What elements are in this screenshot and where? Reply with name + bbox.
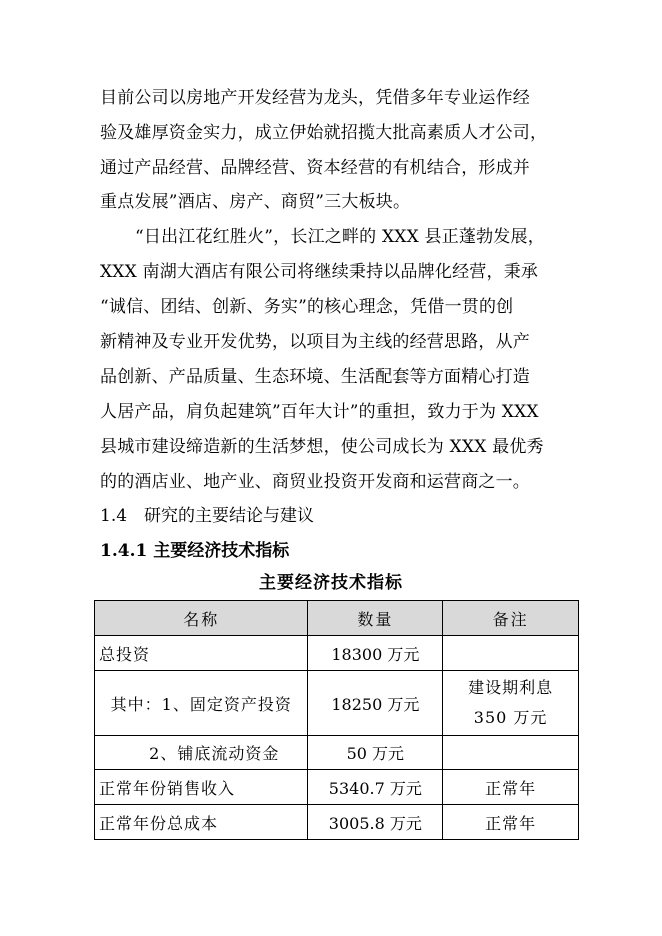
header-note: 备注 bbox=[443, 601, 579, 636]
cell-note bbox=[443, 671, 579, 736]
table-row bbox=[95, 736, 579, 770]
table-row bbox=[95, 805, 579, 840]
header-quantity: 数量 bbox=[308, 601, 443, 636]
cell-quantity: 50 万元 bbox=[308, 736, 443, 770]
cell-note bbox=[443, 736, 579, 770]
paragraph-line: 县城市建设缔造新的生活梦想，使公司成长为 XXX 最优秀 bbox=[100, 437, 544, 457]
note-line: 350 万元 bbox=[473, 708, 548, 727]
table-header-row bbox=[95, 601, 579, 636]
subsection-heading: 1.4.1 主要经济技术指标 bbox=[100, 541, 290, 561]
table-title: 主要经济技术指标 bbox=[259, 573, 403, 593]
paragraph-line: 人居产品，肩负起建筑”百年大计”的重担，致力于为 XXX bbox=[100, 402, 539, 422]
paragraph-line: 新精神及专业开发优势，以项目为主线的经营思路，从产 bbox=[100, 332, 530, 352]
paragraph-line: 验及雄厚资金实力，成立伊始就招揽大批高素质人才公司， bbox=[100, 123, 548, 143]
cell-name: 其中：1、固定资产投资 bbox=[95, 671, 308, 736]
cell-name: 正常年份销售收入 bbox=[95, 770, 308, 805]
paragraph-line: 品创新、产品质量、生态环境、生活配套等方面精心打造 bbox=[100, 367, 530, 387]
paragraph-line: 目前公司以房地产开发经营为龙头，凭借多年专业运作经 bbox=[100, 88, 530, 108]
indicators-table bbox=[94, 600, 579, 840]
cell-name: 2、铺底流动资金 bbox=[95, 736, 308, 770]
cell-name: 正常年份总成本 bbox=[95, 805, 308, 840]
paragraph-line: “诚信、团结、创新、务实”的核心理念，凭借一贯的创 bbox=[100, 297, 514, 317]
cell-note: 正常年 bbox=[443, 805, 579, 840]
paragraph-line: 通过产品经营、品牌经营、资本经营的有机结合，形成并 bbox=[100, 158, 530, 178]
section-heading: 1.4 研究的主要结论与建议 bbox=[100, 506, 315, 526]
paragraph-line: 重点发展”酒店、房产、商贸”三大板块。 bbox=[100, 192, 411, 212]
cell-quantity: 3005.8 万元 bbox=[308, 805, 443, 840]
table-row bbox=[95, 770, 579, 805]
note-line: 建设期利息 bbox=[468, 678, 554, 697]
cell-quantity: 5340.7 万元 bbox=[308, 770, 443, 805]
cell-note: 正常年 bbox=[443, 770, 579, 805]
table-row bbox=[95, 671, 579, 736]
paragraph-line: 的的酒店业、地产业、商贸业投资开发商和运营商之一。 bbox=[100, 472, 530, 492]
header-name: 名称 bbox=[95, 601, 308, 636]
cell-note bbox=[443, 636, 579, 671]
paragraph-line: “日出江花红胜火”，长江之畔的 XXX 县正蓬勃发展， bbox=[135, 227, 545, 247]
cell-name: 总投资 bbox=[95, 636, 308, 671]
cell-quantity: 18300 万元 bbox=[308, 636, 443, 671]
table-row bbox=[95, 636, 579, 671]
cell-quantity: 18250 万元 bbox=[308, 671, 443, 736]
paragraph-line: XXX 南湖大酒店有限公司将继续秉持以品牌化经营，秉承 bbox=[100, 262, 539, 282]
